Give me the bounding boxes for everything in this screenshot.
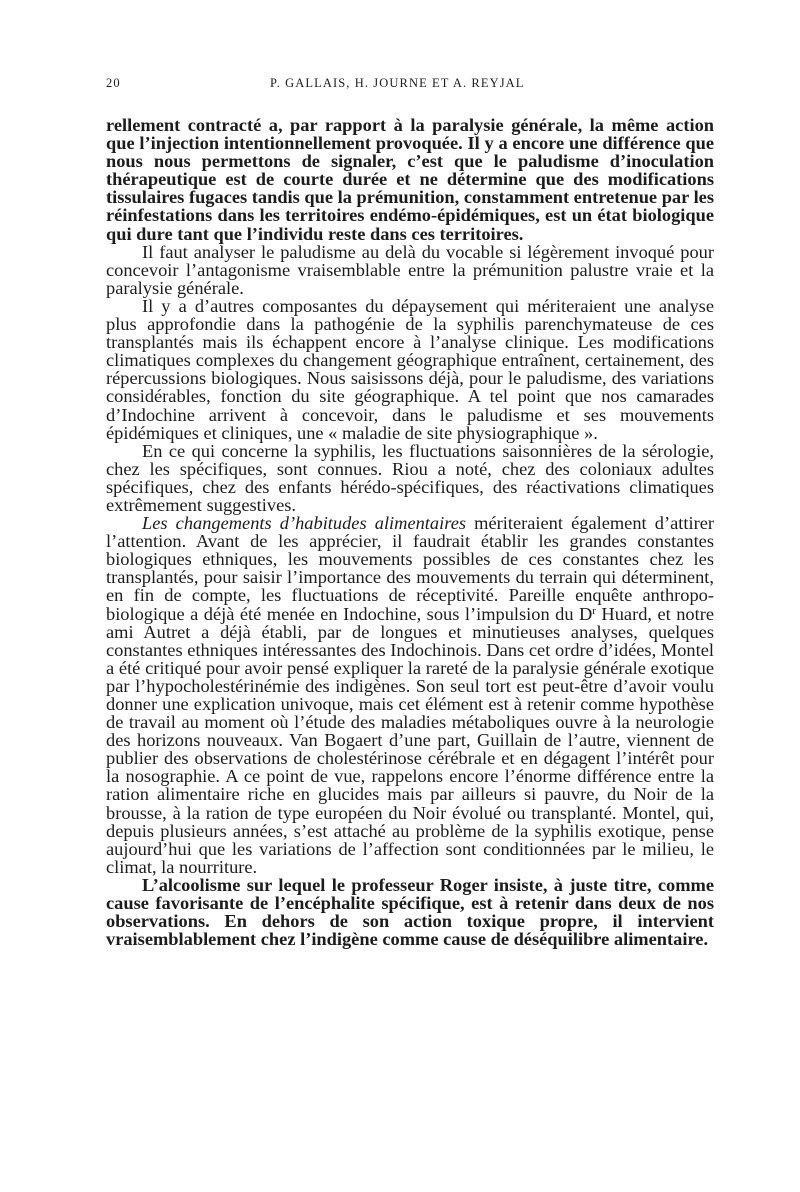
body-text bbox=[106, 116, 714, 948]
paragraph-text: Huard, et notre ami Autret a déjà établi, par de longues et minutieuses analyses, quelques constantes ethniques intéressantes des Indochinois. Dans cet ordre d’idées, Montel a été critiqué pour avoir pensé expliquer la rareté de la paralysie générale exotique par l’hypocholestérinémie des indigènes. Son seul tort est peut-être d’avoir voulu donner une explication univoque, mais cet élément est à retenir comme hypothèse de travail au moment où l’étude des maladies métaboliques ouvre à la neurologie des horizons nouveaux. Van Bogaert d’une part, Guillain de l’autre, viennent de publier des observations de cholestérinose cérébrale et en dégagent l’intérêt pour la nosographie. A ce point de vue, rappelons encore l’énorme différence entre la ration alimentaire riche en glucides mais par ailleurs si pauvre, du Noir de la brousse, à la ration de type européen du Noir évolué ou transplanté. Montel, qui, depuis plusieurs années, s’est attaché au problème de la syphilis exotique, pense aujourd’hui que les variations de l’affection sont conditionnées par le milieu, le climat, la nourriture. bbox=[106, 603, 714, 877]
running-head bbox=[106, 74, 714, 96]
superscript: r bbox=[592, 604, 596, 617]
paragraph: rellement contracté a, par rapport à la paralysie générale, la même action que l’injection intentionnellement provoquée. Il y a encore une différence que nous nous permettons de signaler, c’est que le paludisme d’inoculation thérapeutique est de courte durée et ne détermine que des modifications tissulaires fugaces tandis que la prémunition, constamment entretenue par les réinfestations dans les territoires endémo-épidémiques, est un état biologique qui dure tant que l’individu reste dans ces territoires. bbox=[106, 115, 714, 244]
paragraph: En ce qui concerne la syphilis, les fluctuations saisonnières de la sérologie, chez les spécifiques, sont connues. Riou a noté, chez des coloniaux adultes spécifiques, chez des enfants hérédo-spécifiques, des réactivations climatiques extrêmement suggestives. bbox=[106, 440, 714, 515]
italic-phrase: Les changements d’habitudes alimentaires bbox=[142, 513, 467, 534]
page-number: 20 bbox=[106, 76, 121, 90]
paragraph: Il y a d’autres composantes du dépaysement qui mériteraient une analyse plus approfondie dans la pathogénie de la syphilis parenchymateuse de ces transplantés mais ils échappent encore à l’analyse clinique. Les modifications climatiques complexes du changement géographique entraînent, certainement, des répercussions biologiques. Nous saisissons déjà, pour le paludisme, des variations considérables, fonction du site géographique. A tel point que nos camarades d’Indochine arrivent à concevoir, dans le paludisme et ses mouvements épidémiques et cliniques, une « maladie de site physiographique ». bbox=[106, 295, 714, 443]
book-page bbox=[106, 74, 714, 948]
paragraph-text: mériteraient également d’attirer l’attention. Avant de les apprécier, il faudrait établir les grandes constantes biologiques ethniques, les mouvements possibles de ces constantes chez les transplantés, pour saisir l’importance des mouvements du terrain qui déterminent, en fin de compte, les fluctuations de réceptivité. Pareille enquête anthropo-biologique a déjà été menée en Indochine, sous l’impulsion du D bbox=[106, 513, 714, 624]
paragraph: L’alcoolisme sur lequel le professeur Roger insiste, à juste titre, comme cause favorisante de l’encéphalite spécifique, est à retenir dans deux de nos observations. En dehors de son action toxique propre, il intervient vraisemblablement chez l’indigène comme cause de déséquilibre alimentaire. bbox=[106, 874, 714, 950]
paragraph: Il faut analyser le paludisme au delà du vocable si légèrement invoqué pour concevoir l’antagonisme vraisemblable entre la prémunition palustre vraie et la paralysie générale. bbox=[106, 241, 714, 298]
paragraph bbox=[106, 514, 714, 876]
running-title: P. GALLAIS, H. JOURNE ET A. REYJAL bbox=[270, 76, 525, 90]
